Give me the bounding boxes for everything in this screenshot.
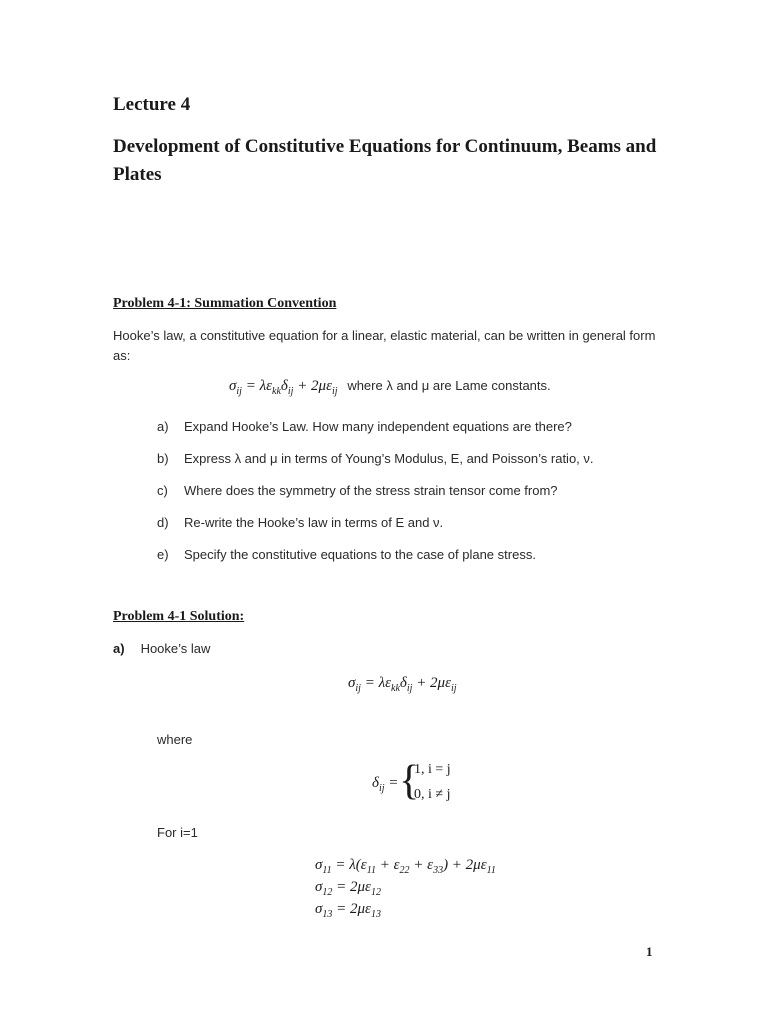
sigma-12-equation: $\sigma_{12} = 2\mu\varepsilon_{12}$: [315, 879, 381, 898]
question-label: c): [157, 483, 168, 498]
lecture-number: Lecture 4: [113, 94, 191, 115]
question-label: d): [157, 515, 169, 530]
question-label: e): [157, 547, 169, 562]
problem-intro: Hooke’s law, a constitutive equation for a linear, elastic material, can be written in general form as:: [113, 328, 656, 363]
page-number: 1: [646, 944, 653, 959]
delta-case-1: 1, i = j: [414, 762, 451, 777]
question-text: Re-write the Hooke’s law in terms of E and ν.: [184, 515, 444, 530]
sigma-11-equation: $\sigma_{11} = \lambda(\varepsilon_{11} + \varepsilon_{22} + \varepsilon_{33}) + 2\mu\varepsilon_{11}$: [315, 857, 496, 876]
question-label: b): [157, 451, 169, 466]
question-text: Express λ and μ in terms of Young’s Modulus, E, and Poisson’s ratio, ν.: [184, 451, 594, 466]
question-label: a): [157, 419, 169, 434]
question-a: [157, 419, 572, 434]
question-text: Specify the constitutive equations to the case of plane stress.: [184, 547, 536, 562]
delta-symbol: $\delta_{ij}$ =: [372, 775, 399, 794]
solution-equation: $\sigma_{ij} = \lambda\varepsilon_{kk}\delta_{ij} + 2\mu\varepsilon_{ij}$: [348, 675, 457, 694]
part-a-label: a): [113, 641, 125, 656]
question-e: [157, 547, 536, 562]
delta-case-2: 0, i ≠ j: [414, 787, 451, 802]
solution-heading: Problem 4-1 Solution:: [113, 609, 245, 624]
where-text: where: [157, 732, 193, 747]
part-a-text: Hooke’s law: [140, 641, 211, 656]
equation-note: where λ and μ are Lame constants.: [347, 378, 551, 393]
problem-heading: Problem 4-1: Summation Convention: [113, 296, 337, 311]
question-text: Where does the symmetry of the stress strain tensor come from?: [184, 483, 558, 498]
question-d: [157, 515, 443, 530]
equation-formula: $\sigma_{ij} = \lambda\varepsilon_{kk}\delta_{ij} + 2\mu\varepsilon_{ij}$: [229, 378, 338, 397]
for-i-text: For i=1: [157, 825, 198, 840]
hookes-law-equation: [229, 378, 551, 397]
question-c: [157, 483, 558, 498]
question-b: [157, 451, 594, 466]
brace-icon: {: [399, 758, 420, 804]
sigma-13-equation: $\sigma_{13} = 2\mu\varepsilon_{13}$: [315, 901, 381, 920]
lecture-title: Development of Constitutive Equations for Continuum, Beams and Plates: [113, 136, 657, 185]
part-a: [113, 640, 210, 658]
question-text: Expand Hooke’s Law. How many independent equations are there?: [184, 419, 572, 434]
